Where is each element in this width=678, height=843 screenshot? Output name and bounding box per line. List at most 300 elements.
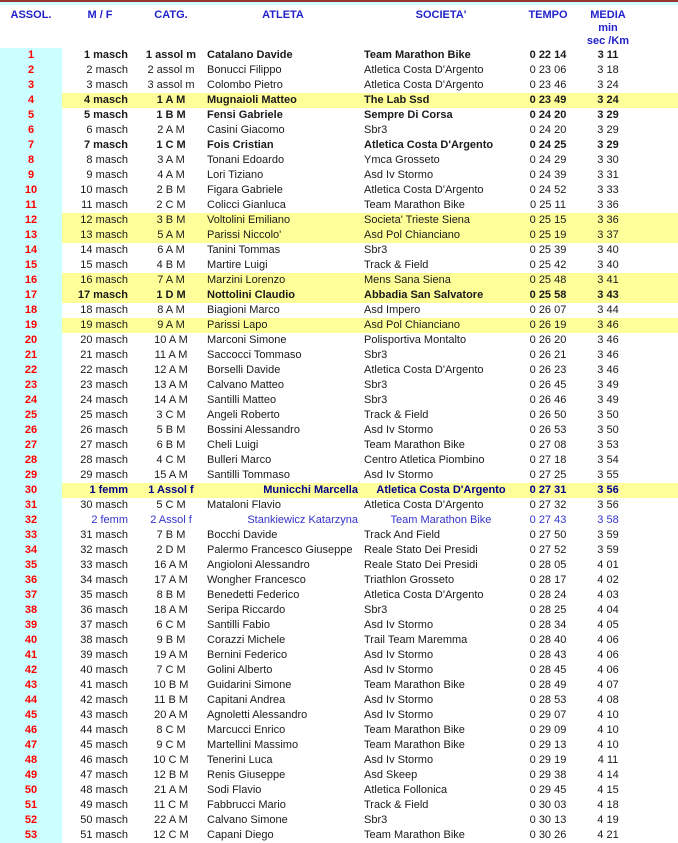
table-row [0,633,678,648]
cell-team: Societa' Trieste Siena [364,214,471,226]
cell-time: 0 27 18 [529,454,567,466]
cell-filler [640,498,678,513]
cell-pace: 3 37 [597,229,619,241]
cell-pace: 3 24 [597,79,619,91]
table-row [0,543,678,558]
cell-filler [640,663,678,678]
header-media-line2: min [598,22,618,34]
cell-team: Atletica Costa D'Argento [364,139,494,151]
cell-gender-rank: 27 masch [80,439,128,451]
cell-position: 11 [0,198,62,213]
cell-position: 41 [0,648,62,663]
row-cells [62,468,678,483]
cell-time: 0 27 43 [529,514,567,526]
cell-time: 0 23 49 [529,94,567,106]
row-cells [62,813,678,828]
cell-category: 12 A M [154,364,188,376]
cell-filler [640,288,678,303]
cell-position: 48 [0,753,62,768]
cell-position: 45 [0,708,62,723]
table-row [0,828,678,843]
cell-gender-rank: 36 masch [80,604,128,616]
cell-category: 10 B M [153,679,189,691]
cell-team: Triathlon Grosseto [364,574,455,586]
cell-position: 6 [0,123,62,138]
cell-filler [640,513,678,528]
cell-filler [640,423,678,438]
cell-pace: 4 19 [597,814,619,826]
cell-time: 0 22 14 [529,49,567,61]
cell-category: 11 A M [154,349,188,361]
cell-time: 0 24 20 [529,109,567,121]
cell-time: 0 27 50 [529,529,567,541]
cell-position: 12 [0,213,62,228]
cell-athlete-name: Tanini Tommas [207,244,281,256]
table-row [0,108,678,123]
row-cells [62,243,678,258]
cell-team: The Lab Ssd [364,94,430,106]
cell-athlete-name: Golini Alberto [207,664,273,676]
table-row [0,513,678,528]
cell-filler [640,438,678,453]
header-catg: CATG. [154,9,188,21]
cell-gender-rank: 33 masch [80,559,128,571]
row-cells [62,528,678,543]
table-row [0,468,678,483]
cell-category: 2 Assol f [150,514,192,526]
cell-position: 5 [0,108,62,123]
cell-gender-rank: 26 masch [80,424,128,436]
cell-filler [640,378,678,393]
row-cells [62,183,678,198]
cell-position: 29 [0,468,62,483]
header-spacer [640,9,678,48]
row-cells [62,513,678,528]
cell-position: 13 [0,228,62,243]
cell-time: 0 27 32 [529,499,567,511]
cell-category: 3 A M [157,154,185,166]
cell-gender-rank: 18 masch [80,304,128,316]
row-cells [62,723,678,738]
cell-pace: 4 10 [597,724,619,736]
row-cells [62,663,678,678]
row-cells [62,78,678,93]
table-row [0,213,678,228]
cell-pace: 3 40 [597,244,619,256]
cell-pace: 4 11 [597,754,619,766]
cell-time: 0 25 39 [529,244,567,256]
row-cells [62,543,678,558]
cell-category: 2 C M [156,199,186,211]
table-row [0,78,678,93]
row-cells [62,498,678,513]
cell-gender-rank: 23 masch [80,379,128,391]
cell-gender-rank: 40 masch [80,664,128,676]
cell-pace: 3 49 [597,394,619,406]
cell-athlete-name: Casini Giacomo [207,124,285,136]
cell-pace: 3 50 [597,409,619,421]
cell-filler [640,213,678,228]
cell-category: 5 A M [157,229,185,241]
cell-time: 0 28 49 [529,679,567,691]
cell-position: 33 [0,528,62,543]
cell-category: 1 B M [156,109,186,121]
cell-position: 38 [0,603,62,618]
cell-team: Atletica Costa D'Argento [364,364,484,376]
cell-team: Polisportiva Montalto [364,334,467,346]
cell-position: 7 [0,138,62,153]
table-row [0,318,678,333]
table-row [0,813,678,828]
cell-category: 2 A M [157,124,185,136]
cell-athlete-name: Wongher Francesco [207,574,306,586]
row-cells [62,273,678,288]
cell-athlete-name: Sodi Flavio [207,784,262,796]
table-row [0,708,678,723]
cell-team: Sbr3 [364,814,388,826]
cell-position: 44 [0,693,62,708]
cell-filler [640,573,678,588]
cell-time: 0 29 07 [529,709,567,721]
table-row [0,243,678,258]
cell-time: 0 28 34 [529,619,567,631]
row-cells [62,483,678,498]
cell-athlete-name: Corazzi Michele [207,634,286,646]
cell-gender-rank: 2 femm [91,514,128,526]
cell-gender-rank: 32 masch [80,544,128,556]
cell-filler [640,108,678,123]
cell-position: 25 [0,408,62,423]
cell-time: 0 25 19 [529,229,567,241]
cell-category: 1 Assol f [148,484,194,496]
row-cells [62,333,678,348]
cell-category: 2 D M [156,544,186,556]
cell-time: 0 28 05 [529,559,567,571]
cell-position: 19 [0,318,62,333]
table-row [0,288,678,303]
row-cells [62,168,678,183]
cell-pace: 3 54 [597,454,619,466]
row-cells [62,93,678,108]
cell-team: Team Marathon Bike [364,724,465,736]
cell-athlete-name: Marzini Lorenzo [207,274,286,286]
cell-time: 0 26 50 [529,409,567,421]
cell-gender-rank: 31 masch [80,529,128,541]
header-atleta: ATLETA [262,9,304,21]
cell-filler [640,258,678,273]
table-row [0,48,678,63]
cell-pace: 4 06 [597,664,619,676]
cell-time: 0 28 45 [529,664,567,676]
row-cells [62,348,678,363]
cell-gender-rank: 29 masch [80,469,128,481]
cell-time: 0 29 45 [529,784,567,796]
cell-category: 4 C M [156,454,186,466]
cell-gender-rank: 25 masch [80,409,128,421]
cell-team: Asd Skeep [364,769,418,781]
cell-team: Reale Stato Dei Presidi [364,544,478,556]
row-cells [62,408,678,423]
cell-gender-rank: 51 masch [80,829,128,841]
table-row [0,153,678,168]
cell-category: 13 A M [154,379,188,391]
cell-team: Asd Iv Stormo [364,694,434,706]
cell-athlete-name: Catalano Davide [207,49,293,61]
table-row [0,483,678,498]
cell-time: 0 30 03 [529,799,567,811]
cell-time: 0 27 31 [529,484,567,496]
cell-filler [640,768,678,783]
cell-athlete-name: Angeli Roberto [207,409,280,421]
cell-team: Ymca Grosseto [364,154,440,166]
cell-team: Track & Field [364,799,429,811]
cell-filler [640,468,678,483]
cell-position: 18 [0,303,62,318]
cell-time: 0 29 13 [529,739,567,751]
cell-time: 0 23 06 [529,64,567,76]
cell-position: 4 [0,93,62,108]
cell-time: 0 27 08 [529,439,567,451]
cell-filler [640,633,678,648]
cell-position: 31 [0,498,62,513]
cell-athlete-name: Santilli Matteo [207,394,277,406]
row-cells [62,693,678,708]
cell-time: 0 23 46 [529,79,567,91]
cell-athlete-name: Tenerini Luca [207,754,273,766]
cell-time: 0 28 43 [529,649,567,661]
cell-athlete-name: Calvano Simone [207,814,288,826]
cell-time: 0 27 25 [529,469,567,481]
cell-gender-rank: 45 masch [80,739,128,751]
cell-filler [640,138,678,153]
cell-time: 0 30 13 [529,814,567,826]
header-assol: ASSOL. [10,9,52,21]
cell-pace: 3 59 [597,544,619,556]
cell-position: 53 [0,828,62,843]
cell-athlete-name: Fois Cristian [207,139,274,151]
cell-time: 0 29 09 [529,724,567,736]
cell-gender-rank: 4 masch [83,94,128,106]
cell-filler [640,408,678,423]
cell-pace: 3 29 [597,109,619,121]
cell-pace: 3 46 [597,319,619,331]
cell-pace: 3 31 [597,169,619,181]
cell-filler [640,798,678,813]
table-row [0,408,678,423]
table-row [0,723,678,738]
cell-athlete-name: Mugnaioli Matteo [207,94,297,106]
cell-position: 47 [0,738,62,753]
row-cells [62,678,678,693]
row-cells [62,258,678,273]
cell-pace: 3 55 [597,469,619,481]
table-row [0,363,678,378]
cell-pace: 4 07 [597,679,619,691]
header-mf: M / F [87,9,113,21]
row-cells [62,228,678,243]
cell-team: Track & Field [364,259,429,271]
cell-athlete-name: Agnoletti Alessandro [207,709,308,721]
row-cells [62,573,678,588]
cell-pace: 4 15 [597,784,619,796]
cell-time: 0 28 25 [529,604,567,616]
cell-pace: 3 58 [597,514,619,526]
cell-filler [640,588,678,603]
header-media-line1: MEDIA [590,9,626,21]
cell-position: 49 [0,768,62,783]
cell-time: 0 24 52 [529,184,567,196]
cell-filler [640,303,678,318]
cell-team: Team Marathon Bike [390,514,492,526]
cell-time: 0 26 53 [529,424,567,436]
cell-athlete-name: Bonucci Filippo [207,64,282,76]
cell-gender-rank: 6 masch [86,124,128,136]
cell-team: Asd Iv Stormo [364,664,434,676]
table-row [0,588,678,603]
cell-position: 17 [0,288,62,303]
cell-filler [640,78,678,93]
cell-team: Atletica Costa D'Argento [364,499,484,511]
cell-team: Team Marathon Bike [364,49,471,61]
row-cells [62,633,678,648]
row-cells [62,438,678,453]
cell-time: 0 26 45 [529,379,567,391]
cell-athlete-name: Parissi Niccolo' [207,229,282,241]
table-row [0,753,678,768]
cell-time: 0 24 29 [529,154,567,166]
cell-filler [640,543,678,558]
cell-time: 0 26 23 [529,364,567,376]
table-row [0,273,678,288]
cell-position: 36 [0,573,62,588]
table-row [0,663,678,678]
table-row [0,138,678,153]
cell-gender-rank: 38 masch [80,634,128,646]
cell-category: 6 B M [156,439,186,451]
cell-athlete-name: Cheli Luigi [207,439,259,451]
cell-category: 3 C M [156,409,186,421]
cell-gender-rank: 1 femm [89,484,128,496]
cell-filler [640,828,678,843]
cell-filler [640,603,678,618]
cell-gender-rank: 28 masch [80,454,128,466]
row-cells [62,423,678,438]
row-cells [62,363,678,378]
cell-category: 3 assol m [147,79,195,91]
cell-team: Sbr3 [364,349,388,361]
cell-position: 50 [0,783,62,798]
cell-category: 7 B M [156,529,186,541]
cell-team: Asd Pol Chianciano [364,229,461,241]
cell-category: 4 A M [157,169,185,181]
row-cells [62,393,678,408]
table-row [0,573,678,588]
cell-category: 1 A M [156,94,186,106]
cell-athlete-name: Fabbrucci Mario [207,799,286,811]
cell-position: 20 [0,333,62,348]
cell-athlete-name: Nottolini Claudio [207,289,295,301]
cell-gender-rank: 48 masch [80,784,128,796]
cell-category: 21 A M [154,784,188,796]
cell-team: Asd Iv Stormo [364,649,434,661]
cell-position: 16 [0,273,62,288]
cell-position: 32 [0,513,62,528]
cell-category: 1 C M [156,139,186,151]
cell-time: 0 28 53 [529,694,567,706]
cell-gender-rank: 44 masch [80,724,128,736]
cell-pace: 4 06 [597,634,619,646]
table-row [0,678,678,693]
cell-position: 34 [0,543,62,558]
cell-position: 28 [0,453,62,468]
cell-filler [640,618,678,633]
cell-filler [640,678,678,693]
cell-pace: 3 46 [597,334,619,346]
cell-pace: 4 14 [597,769,619,781]
cell-filler [640,348,678,363]
cell-category: 7 C M [156,664,186,676]
cell-team: Track & Field [364,409,429,421]
cell-category: 11 C M [153,799,189,811]
cell-time: 0 24 20 [529,124,567,136]
cell-category: 12 C M [153,829,189,841]
cell-position: 40 [0,633,62,648]
table-row [0,768,678,783]
cell-team: Sbr3 [364,394,388,406]
table-row [0,93,678,108]
cell-pace: 3 59 [597,529,619,541]
cell-time: 0 25 15 [529,214,567,226]
cell-team: Atletica Costa D'Argento [376,484,506,496]
table-row [0,648,678,663]
cell-time: 0 28 24 [529,589,567,601]
cell-position: 1 [0,48,62,63]
cell-team: Atletica Costa D'Argento [364,79,484,91]
cell-position: 24 [0,393,62,408]
table-row [0,738,678,753]
table-row [0,393,678,408]
row-cells [62,828,678,843]
cell-time: 0 30 26 [529,829,567,841]
cell-position: 21 [0,348,62,363]
cell-position: 26 [0,423,62,438]
row-cells [62,453,678,468]
cell-time: 0 24 39 [529,169,567,181]
row-cells [62,63,678,78]
cell-filler [640,453,678,468]
cell-gender-rank: 49 masch [80,799,128,811]
cell-filler [640,333,678,348]
cell-pace: 4 02 [597,574,619,586]
cell-position: 51 [0,798,62,813]
table-row [0,498,678,513]
row-cells [62,618,678,633]
cell-position: 10 [0,183,62,198]
cell-gender-rank: 15 masch [80,259,128,271]
cell-athlete-name: Renis Giuseppe [207,769,286,781]
cell-filler [640,558,678,573]
cell-category: 16 A M [154,559,188,571]
cell-pace: 4 03 [597,589,619,601]
cell-pace: 3 56 [597,484,619,496]
header-media [576,9,640,48]
cell-position: 39 [0,618,62,633]
cell-pace: 3 36 [597,214,619,226]
table-row [0,303,678,318]
cell-time: 0 29 19 [529,754,567,766]
cell-gender-rank: 1 masch [83,49,128,61]
cell-filler [640,363,678,378]
